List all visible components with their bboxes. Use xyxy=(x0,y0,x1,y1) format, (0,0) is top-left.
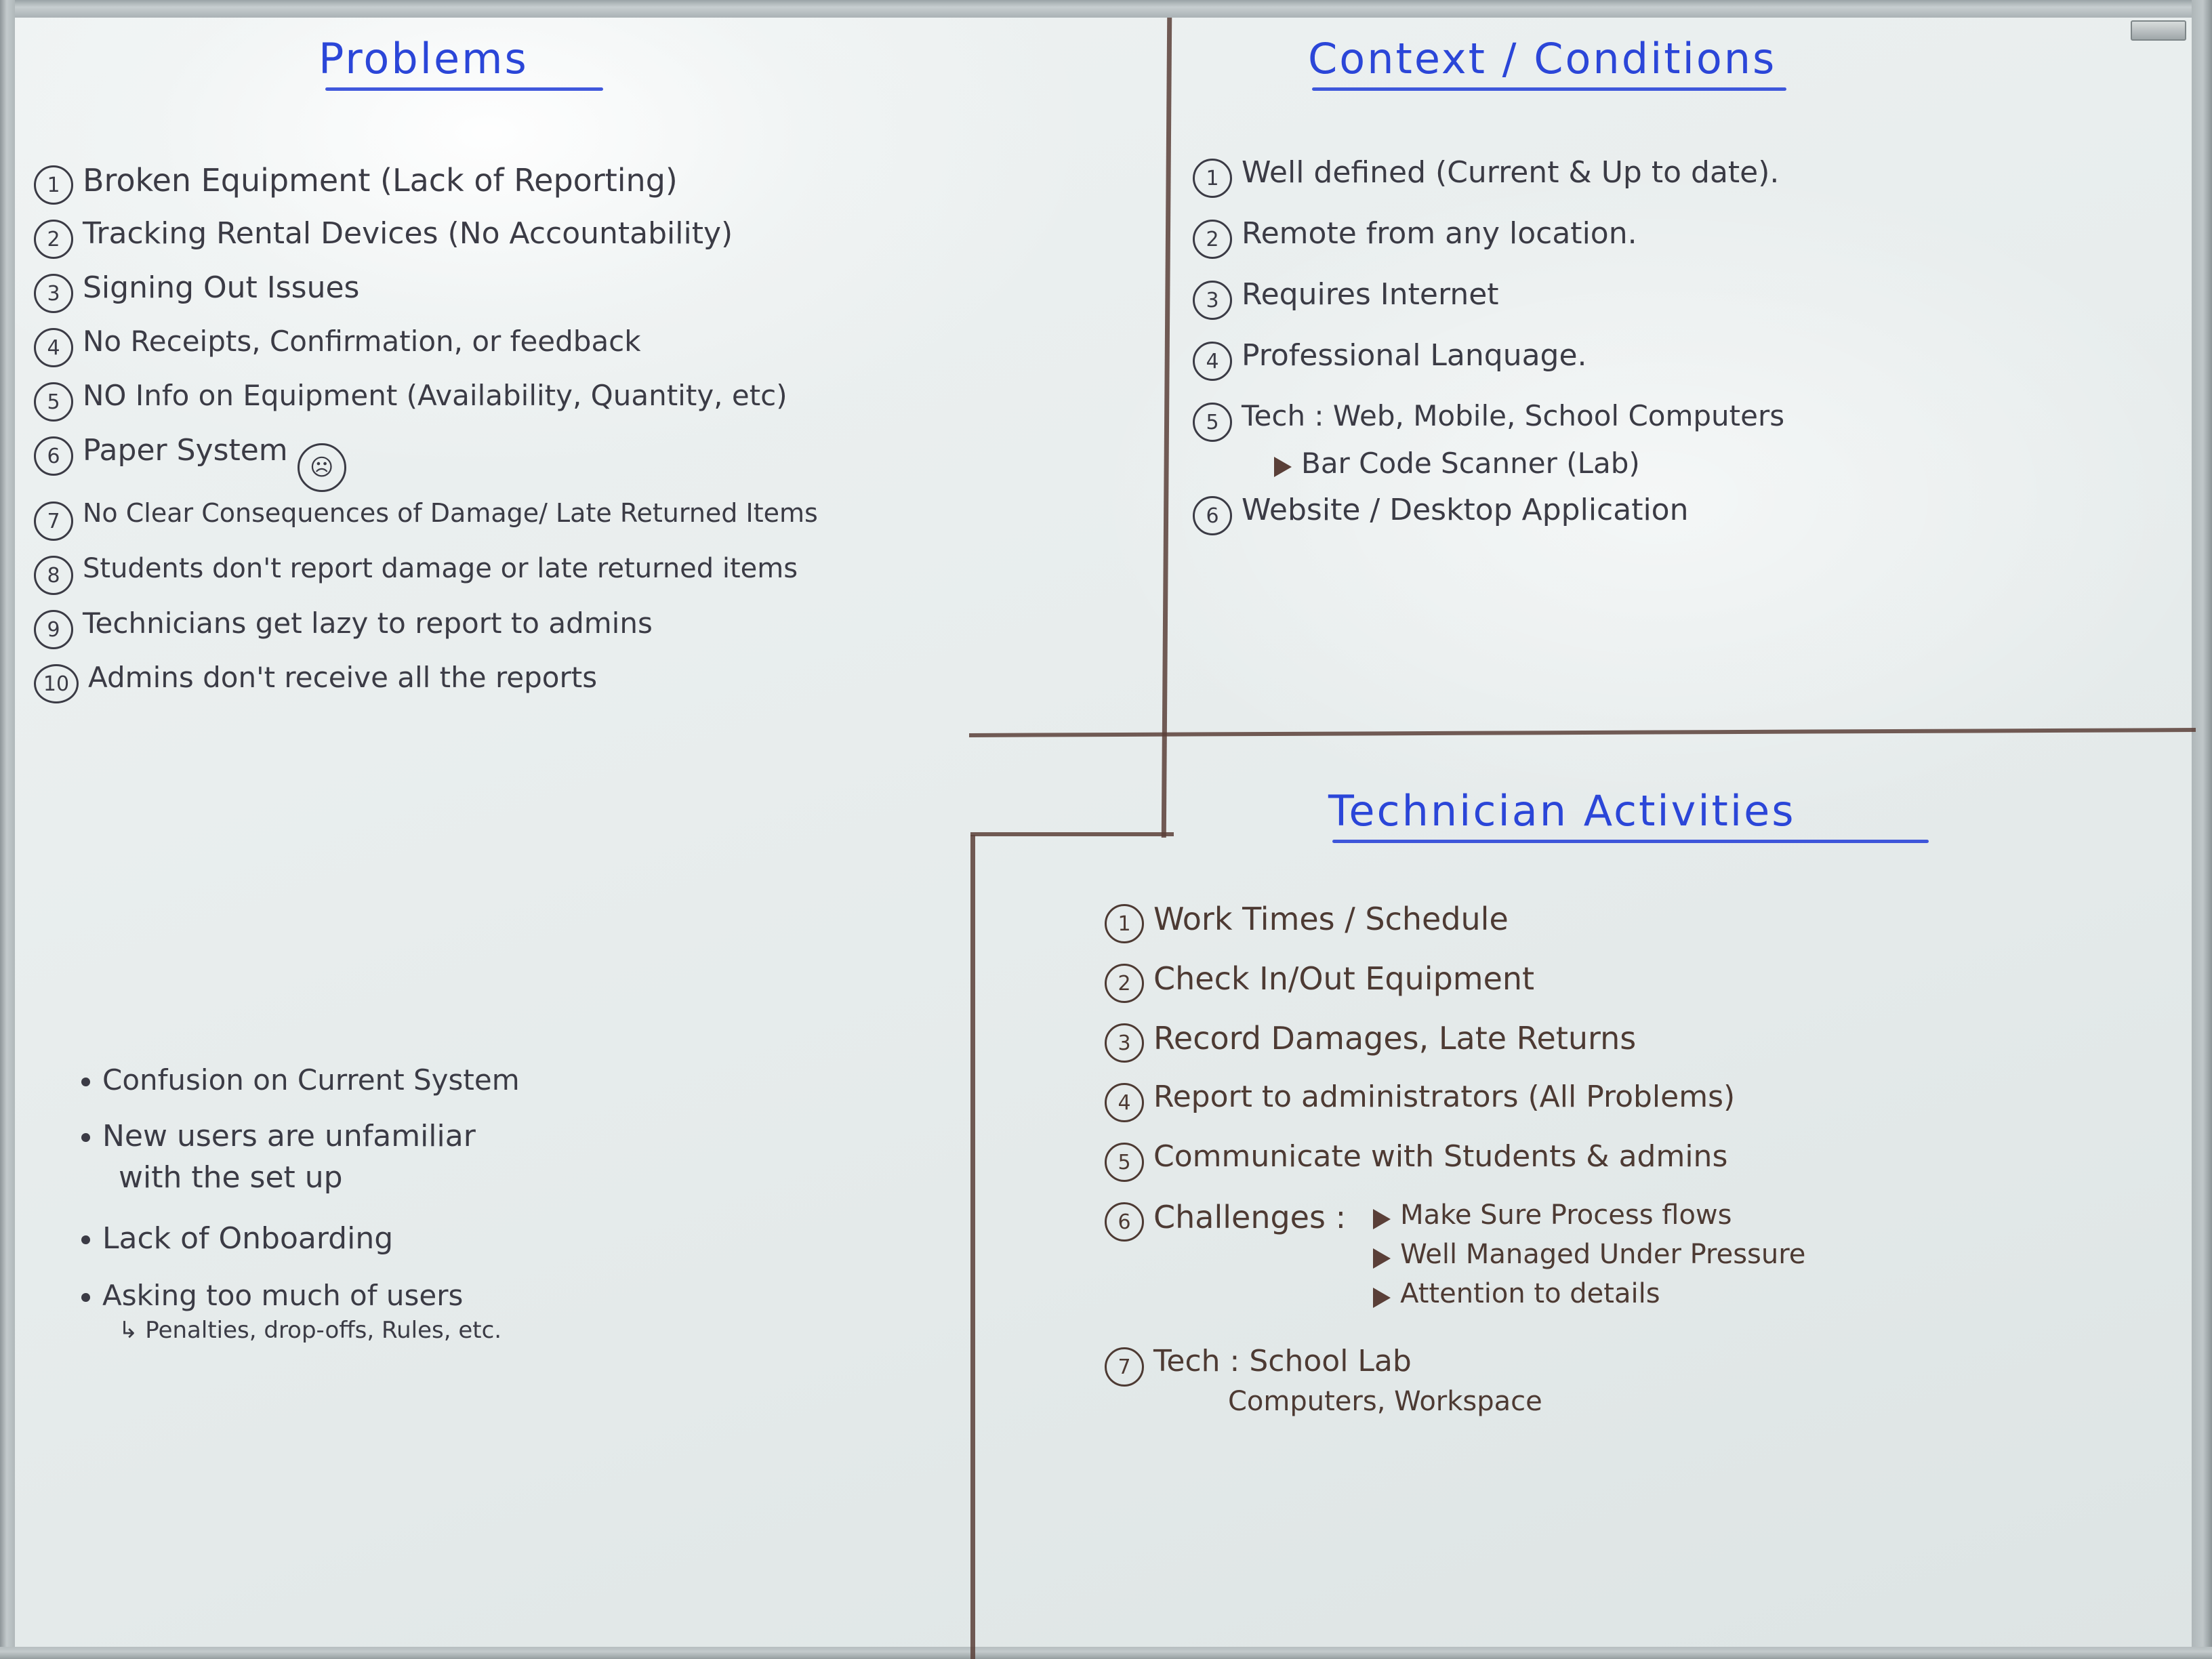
technician-item-1 xyxy=(1105,901,2189,943)
context-item-3 xyxy=(1193,278,2189,320)
context-number: 3 xyxy=(1193,281,1232,320)
bullet-item-2 xyxy=(81,1120,949,1154)
triangle-bullet-icon xyxy=(1373,1209,1391,1229)
context-item-2 xyxy=(1193,217,2189,259)
technician-text-line2: Computers, Workspace xyxy=(1228,1385,1542,1417)
triangle-bullet-icon xyxy=(1373,1288,1391,1308)
bullet-dot-icon xyxy=(81,1235,90,1244)
context-text: Tech : Web, Mobile, School Computers xyxy=(1242,399,1785,432)
problem-item-6 xyxy=(34,434,1159,483)
problem-text: Tracking Rental Devices (No Accountability) xyxy=(83,216,733,251)
problem-text: Technicians get lazy to report to admins xyxy=(83,607,653,640)
bullet-subtext: ↳ Penalties, drop-offs, Rules, etc. xyxy=(119,1317,502,1345)
problem-number: 3 xyxy=(34,274,73,313)
problem-number: 7 xyxy=(34,501,73,541)
problem-number: 2 xyxy=(34,220,73,259)
bullet-text: Confusion on Current System xyxy=(102,1063,520,1097)
technician-item-5 xyxy=(1105,1140,2189,1182)
technician-text: Tech : School Lab xyxy=(1153,1344,1412,1378)
technician-item-7 xyxy=(1105,1345,2189,1417)
divider-vertical-bottom xyxy=(970,835,975,1659)
technician-number: 6 xyxy=(1105,1202,1144,1242)
bullet-text: Lack of Onboarding xyxy=(102,1221,394,1256)
problem-text: Broken Equipment (Lack of Reporting) xyxy=(83,162,678,199)
context-number: 1 xyxy=(1193,159,1232,198)
challenge-text: Well Managed Under Pressure xyxy=(1400,1239,1806,1270)
context-text: Website / Desktop Application xyxy=(1242,493,1689,528)
bullet-item-1 xyxy=(81,1064,949,1097)
problem-item-8 xyxy=(34,553,1159,595)
technician-text: Work Times / Schedule xyxy=(1153,901,1509,937)
context-text: Well defined (Current & Up to date). xyxy=(1242,155,1780,190)
board-frame-top xyxy=(0,0,2212,18)
problem-number: 6 xyxy=(34,436,73,476)
context-title: Context / Conditions xyxy=(1308,34,1777,83)
problem-number: 1 xyxy=(34,165,73,205)
bullet-dot-icon xyxy=(81,1133,90,1142)
challenge-item-1 xyxy=(1373,1200,1805,1231)
bullet-item-4 xyxy=(81,1279,949,1312)
challenge-text: Make Sure Process flows xyxy=(1400,1200,1732,1231)
problem-item-7 xyxy=(34,499,1159,541)
context-list xyxy=(1193,156,2189,548)
problem-text: NO Info on Equipment (Availability, Quantity, etc) xyxy=(83,379,787,412)
context-number: 5 xyxy=(1193,403,1232,442)
context-title-underline xyxy=(1312,87,1786,91)
triangle-bullet-icon xyxy=(1373,1248,1391,1269)
problem-item-4 xyxy=(34,325,1159,367)
problem-text: No Clear Consequences of Damage/ Late Returned Items xyxy=(83,498,818,528)
technician-number: 2 xyxy=(1105,964,1144,1003)
context-subitem-text: Bar Code Scanner (Lab) xyxy=(1301,447,1640,480)
challenge-item-2 xyxy=(1373,1239,1805,1270)
problem-number: 5 xyxy=(34,382,73,422)
problem-number: 9 xyxy=(34,610,73,649)
context-item-6 xyxy=(1193,493,2189,535)
section-technician xyxy=(1328,786,2182,843)
board-frame-right xyxy=(2192,0,2212,1659)
problems-bullets xyxy=(81,1064,949,1344)
problem-number: 4 xyxy=(34,328,73,367)
context-number: 6 xyxy=(1193,496,1232,535)
technician-number: 5 xyxy=(1105,1143,1144,1182)
problem-text: Signing Out Issues xyxy=(83,270,360,305)
frowning-face-icon: ☹ xyxy=(298,443,346,492)
context-number: 4 xyxy=(1193,342,1232,381)
problem-text: Paper System xyxy=(83,433,288,468)
bullet-subtext: with the set up xyxy=(119,1160,343,1195)
board-frame-left xyxy=(0,0,15,1659)
problems-list xyxy=(34,163,1159,716)
technician-number: 7 xyxy=(1105,1347,1144,1387)
challenge-item-3 xyxy=(1373,1278,1805,1309)
section-context xyxy=(1308,34,2175,91)
technician-item-6 xyxy=(1105,1200,2189,1317)
divider-horizontal-right xyxy=(969,728,2196,737)
problem-text: Admins don't receive all the reports xyxy=(88,661,598,694)
problem-text: Students don't report damage or late returned items xyxy=(83,553,798,584)
context-item-1 xyxy=(1193,156,2189,198)
section-problems xyxy=(319,34,1145,91)
context-text: Requires Internet xyxy=(1242,277,1499,312)
technician-text: Check In/Out Equipment xyxy=(1153,960,1535,997)
bullet-item-3 xyxy=(81,1222,949,1256)
technician-title-underline xyxy=(1332,840,1929,843)
technician-item-4 xyxy=(1105,1080,2189,1122)
problems-title: Problems xyxy=(319,34,529,83)
board-frame-bottom xyxy=(0,1647,2212,1659)
technician-text: Report to administrators (All Problems) xyxy=(1153,1080,1736,1114)
technician-number: 3 xyxy=(1105,1023,1144,1063)
divider-elbow xyxy=(970,832,1174,836)
context-item-5 xyxy=(1193,400,2189,442)
bullet-dot-icon xyxy=(81,1078,90,1086)
technician-text: Record Damages, Late Returns xyxy=(1153,1020,1637,1057)
problems-title-underline xyxy=(325,87,603,91)
triangle-bullet-icon xyxy=(1274,457,1292,477)
bullet-dot-icon xyxy=(81,1293,90,1302)
context-text: Professional Lanquage. xyxy=(1242,338,1587,373)
bullet-text: Asking too much of users xyxy=(102,1279,464,1313)
problem-item-10 xyxy=(34,661,1159,703)
technician-number: 1 xyxy=(1105,904,1144,943)
problem-number: 10 xyxy=(34,664,79,703)
problem-item-1 xyxy=(34,163,1159,205)
problem-item-2 xyxy=(34,217,1159,259)
bullet-text: New users are unfamiliar xyxy=(102,1119,476,1154)
technician-title: Technician Activities xyxy=(1328,786,1796,836)
context-item-4 xyxy=(1193,339,2189,381)
technician-text: Communicate with Students & admins xyxy=(1153,1139,1728,1174)
technician-text: Challenges : xyxy=(1153,1199,1347,1235)
technician-item-3 xyxy=(1105,1021,2189,1063)
problem-item-3 xyxy=(34,271,1159,313)
challenge-text: Attention to details xyxy=(1400,1278,1660,1309)
problem-number: 8 xyxy=(34,556,73,595)
context-number: 2 xyxy=(1193,220,1232,259)
problem-item-9 xyxy=(34,607,1159,649)
context-subitem-barcode xyxy=(1274,447,2189,480)
divider-vertical-top xyxy=(1162,18,1172,838)
context-text: Remote from any location. xyxy=(1242,216,1637,251)
technician-number: 4 xyxy=(1105,1083,1144,1122)
technician-list xyxy=(1105,901,2189,1417)
problem-text: No Receipts, Confirmation, or feedback xyxy=(83,325,641,358)
technician-item-2 xyxy=(1105,961,2189,1003)
problem-item-5 xyxy=(34,380,1159,422)
